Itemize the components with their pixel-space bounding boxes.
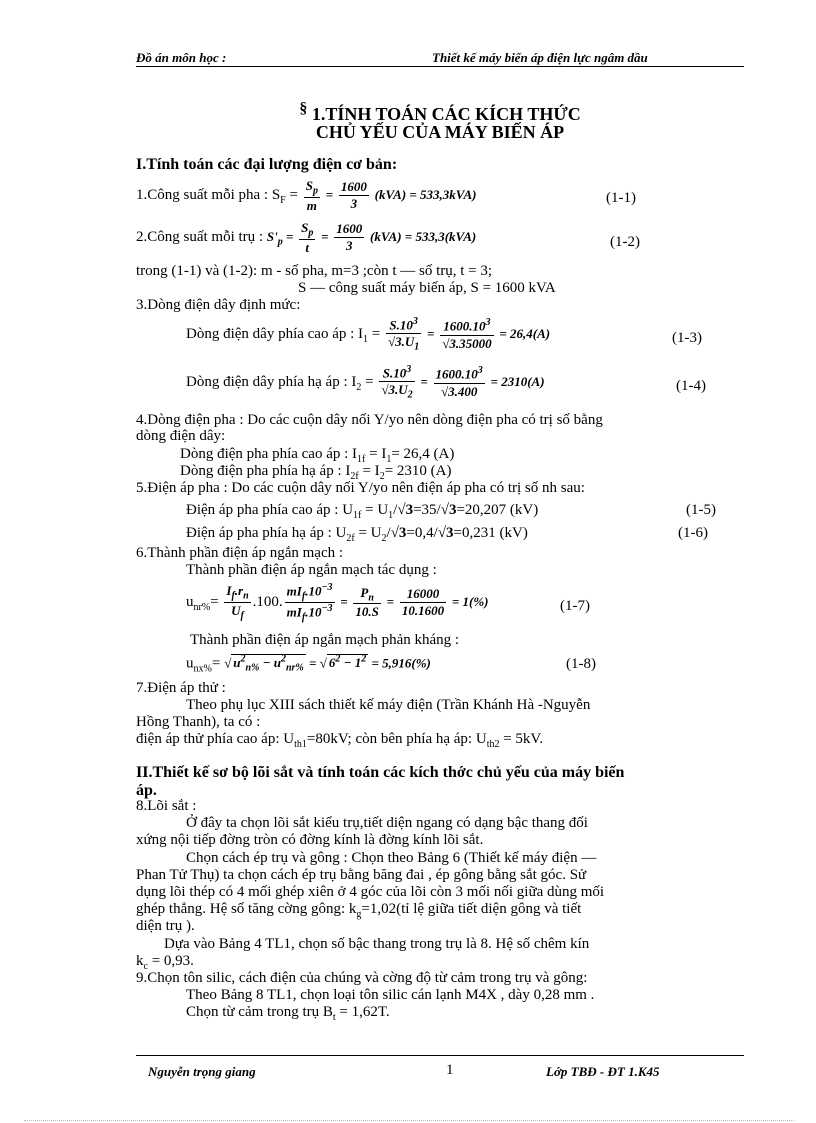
s: −3 (321, 602, 333, 614)
item-4-lv-value: = 2310 (A) (384, 463, 452, 479)
t: =80kV; còn bên phía hạ áp: U (306, 731, 487, 747)
s: nr% (285, 662, 304, 674)
eq-1-6-label: Điện áp pha phía hạ áp : U (186, 525, 347, 541)
eq-1-4-label: Dòng điện dây phía hạ áp : I (186, 373, 357, 390)
n: 16000 (400, 586, 446, 603)
p2-line-2: Phan Tử Thụ) ta chọn cách ép trụ bằng băng đai , ép gông bằng sắt góc. Sử (136, 867, 587, 883)
item-4-hv-label: Dòng điện pha phía cao áp : I (180, 446, 358, 462)
frac-num-sup: 3 (406, 364, 412, 375)
eq-1-4-result: = 2310(A) (490, 373, 545, 389)
mid: = I (365, 446, 387, 462)
frac-num: 1600.10 (435, 366, 478, 382)
eq-ref-1-8: (1-8) (566, 656, 596, 672)
footer-rule (136, 1055, 744, 1056)
frac-s103-u2 (379, 364, 414, 401)
eq-1-2-label: 2.Công suất mỗi trụ : (136, 229, 267, 246)
frac-den-sub: 1 (414, 341, 420, 353)
t: = 1,62T. (335, 1004, 390, 1020)
frac-den: 3 (350, 196, 358, 212)
eq-1-1-eq: = (285, 187, 302, 204)
p2-line-4 (136, 901, 581, 920)
text: =35/ (413, 502, 441, 518)
title-text-1: 1.TÍNH TOÁN CÁC KÍCH THỨC (311, 104, 581, 124)
eq-1-6 (186, 525, 528, 544)
eq-ref-1-4: (1-4) (676, 378, 706, 394)
section-mark: § (299, 100, 308, 117)
item-6-sub1: Thành phần điện áp ngắn mạch tác dụng : (186, 562, 437, 578)
eq-1-3-result: = 26,4(A) (499, 325, 551, 341)
n: P (360, 584, 369, 600)
frac-num: S (301, 220, 309, 235)
s: −3 (321, 582, 333, 593)
s: f (231, 590, 235, 602)
eq-ref-1-6: (1-6) (678, 525, 708, 541)
eq-ref-1-2: (1-2) (610, 234, 640, 250)
s: g (356, 909, 362, 920)
s: f (240, 610, 244, 622)
frac-sp-t (299, 220, 315, 256)
sub: 2 (379, 471, 385, 482)
s: t (332, 1012, 336, 1023)
eq-1-2-lhs: S' (266, 229, 278, 245)
frac-den: √3.35000 (442, 335, 492, 351)
footer-author: Nguyễn trọng giang (148, 1064, 256, 1079)
p5 (186, 1004, 390, 1023)
item-5-heading: 5.Điện áp pha : Do các cuộn dây nối Y/yo nên điện áp pha có trị số nh sau: (136, 480, 585, 496)
frac-num: S.10 (389, 317, 413, 333)
t: điện áp thử phía cao áp: U (136, 731, 295, 747)
frac-den: √3.U (381, 382, 408, 398)
eq-1-5 (186, 502, 538, 521)
eq-1-3-label: Dòng điện dây phía cao áp : I (186, 325, 364, 342)
t: ghép thẳng. Hệ số tăng cờng gông: k (136, 901, 357, 917)
frac-den: t (305, 239, 310, 255)
eq-1-4: Dòng điện dây phía hạ áp : $I_2$ = $\frac{S.10^3}{√3.U_2}$ = $\frac{1600.10^3}{√3.400}$ = 2310(A) (186, 364, 545, 401)
frac-s103-u1 (386, 316, 421, 353)
text: =0,4/ (406, 525, 438, 541)
eq-ref-1-5: (1-5) (686, 502, 716, 518)
sub: 1 (386, 454, 392, 465)
frac-1600-400 (434, 365, 485, 399)
frac-num: S.10 (382, 365, 407, 381)
eq-1-8-result: = 5,916(%) (371, 655, 431, 671)
eq-ref-1-1: (1-1) (606, 190, 636, 206)
eq-1-8-lhs: u (186, 655, 194, 672)
footer-class: Lớp TBĐ - ĐT 1.K45 (546, 1064, 660, 1079)
frac-1600-3 (339, 179, 369, 212)
eq-1-1-result: (kVA) = 533,3kVA) (374, 187, 477, 203)
section-1-heading: I.Tính toán các đại lượng điện cơ bản: (136, 156, 398, 173)
frac-ifrn-uf (224, 583, 250, 621)
t: u (233, 655, 241, 671)
frac-pn-10s (353, 585, 380, 621)
note-line-1: trong (1-1) và (1-2): m - số pha, m=3 ;còn t — số trụ, t = 3; (136, 263, 493, 279)
eq-1-5-value: =20,207 (kV) (456, 502, 539, 518)
t: = 5kV. (499, 731, 544, 747)
item-4-line-1: 4.Dòng điện pha : Do các cuộn dây nối Y/yo nên dòng điện pha có trị số bằng (136, 412, 603, 428)
sqrt3: √3 (440, 502, 457, 518)
header-left: Đồ án môn học : (136, 50, 227, 65)
eq-1-8-lhs-sub: nx% (193, 663, 212, 675)
eq-1-3-sub: 1 (363, 333, 369, 345)
item-6-sub2: Thành phần điện áp ngắn mạch phản kháng : (190, 632, 460, 648)
item-4-line-2: dòng điện dây: (136, 428, 226, 444)
p2-line-3: dụng lõi thép có 4 mối ghép xiên ở 4 góc của lõi còn 3 mối nối giữa dùng mối (136, 884, 605, 900)
d: U (231, 602, 241, 618)
frac-num: S (305, 178, 313, 193)
n: I (226, 583, 232, 599)
frac-den-sub: 2 (407, 389, 413, 401)
p4: Theo Bảng 8 TL1, chọn loại tôn silic cán lạnh M4X , dày 0,28 mm . (186, 987, 595, 1003)
s: n (368, 592, 374, 604)
s: th1 (294, 739, 307, 750)
eq-ref-1-7: (1-7) (560, 598, 590, 614)
eq-1-7-result: = 1(%) (451, 593, 489, 609)
t: k (136, 953, 144, 969)
eqsign: = (210, 593, 219, 610)
s: n% (245, 662, 260, 674)
sub: 1f (357, 454, 366, 465)
frac-num: 1600 (340, 179, 367, 195)
t: 6 (328, 655, 336, 671)
sqrt3: √3 (437, 525, 454, 541)
d: 10.S (355, 604, 379, 620)
t: 1 (354, 655, 362, 671)
p1-line-2: xứng nội tiếp đờng tròn có đờng kính là đờng kính lõi sắt. (136, 832, 484, 848)
p2-line-5: diện trụ ). (136, 918, 195, 934)
mid: = U (361, 502, 389, 518)
item-7-line-1: Theo phụ lục XIII sách thiết kế máy điện (Trần Khánh Hà -Nguyễn (186, 697, 591, 713)
frac-1600-3 (334, 221, 364, 254)
s: n (243, 590, 249, 602)
t: =1,02(tỉ lệ giữa tiết diện gông và tiết (361, 901, 582, 917)
sub: 2f (350, 471, 359, 482)
p2-line-1: Chọn cách ép trụ và gông : Chọn theo Bảng 6 (Thiết kế máy điện — (186, 850, 597, 866)
frac-den: 3 (346, 238, 353, 254)
eqsign: = (211, 655, 225, 672)
eq-1-1: 1.Công suất mỗi pha : $S_F$ = $\frac{S_p}{m}$ = $\frac{1600}{3}$ (kVA) = 533,3kVA) (136, 178, 477, 213)
header-rule (136, 66, 744, 67)
item-7-line-3 (136, 731, 543, 750)
t: Chọn từ cảm trong trụ B (186, 1004, 333, 1020)
s: th2 (486, 739, 500, 750)
mid: = U (354, 525, 382, 541)
section-2-heading-2: áp. (136, 782, 157, 799)
eq-1-1-label: 1.Công suất mỗi pha : S (136, 187, 281, 204)
item-4-hv-value: = 26,4 (A) (391, 446, 455, 462)
d: mI (286, 604, 302, 620)
sub: 1f (353, 510, 362, 521)
note-line-2: S — công suất máy biến áp, S = 1600 kVA (298, 280, 556, 296)
p1-line-1: Ở đây ta chọn lõi sắt kiểu trụ,tiết diện ngang có dạng bậc thang đối (186, 815, 588, 831)
eq-1-8 (186, 654, 431, 674)
frac-mif (285, 582, 335, 623)
sub: 2 (381, 533, 387, 544)
frac-num-sub: p (308, 227, 314, 239)
item-6-heading: 6.Thành phần điện áp ngắn mạch : (136, 545, 344, 561)
sqrt-expr-1: √ $u^2_{n\%} - u^2_{nr\%}$ = √ $6^2 - 1^2 = 5,916(\%)$ (224, 654, 431, 674)
frac-den: m (306, 197, 317, 213)
header-right: Thiết kế máy biến áp điện lực ngâm dầu (432, 50, 648, 65)
eq-ref-1-3: (1-3) (672, 330, 702, 346)
frac-num-sup: 3 (485, 317, 491, 329)
eq-1-2-result: (kVA) = 533,3(kVA) (370, 229, 477, 245)
frac-den: √3.400 (440, 383, 478, 399)
eq-1-7-lhs: u (186, 593, 194, 610)
item-4-lv-label: Dòng điện pha phía hạ áp : I (180, 463, 351, 479)
eq-1-7-lhs-sub: nr% (193, 601, 211, 613)
frac-num: 1600 (336, 221, 363, 237)
n: .r (234, 583, 244, 599)
item-8-heading: 8.Lõi sắt : (136, 798, 197, 814)
item-9-heading: 9.Chọn tôn silic, cách điện của chúng và cờng độ từ cảm trong trụ và gông: (136, 970, 588, 986)
eq-1-7: $u_{nr\%}=$ $\frac{I_f.r_n}{U_f}$ .100. $\frac{mI_f.10^{-3}}{mI_f.10^{-3}}$ = $\frac{P_n}{10.S}$ = $\frac{16000}{10.1600}$ = 1(%) (186, 582, 489, 623)
s: f (301, 590, 306, 602)
eq-1-3: Dòng điện dây phía cao áp : $I_1$ = $\frac{S.10^3}{√3.U_1}$ = $\frac{1600.10^3}{√3.35000}$ = 26,4(A) (186, 316, 551, 353)
n: mI (286, 583, 302, 599)
eq-1-2-lhs-sub: p (277, 236, 283, 248)
item-7-line-2: Hồng Thanh), ta có : (136, 714, 261, 730)
eq-1-6-value: =0,231 (kV) (453, 525, 528, 541)
frac-sp-m (304, 178, 320, 214)
sub: 1 (388, 510, 394, 521)
eq-1-5-label: Điện áp pha phía cao áp : U (186, 502, 354, 518)
frac-num-sup: 3 (477, 365, 483, 377)
sqrt3: √3 (390, 525, 407, 541)
d: .10 (305, 604, 322, 620)
mid: .100. (252, 593, 283, 610)
eq-1-4-sub: 2 (356, 381, 362, 393)
sqrt3: √3 (397, 502, 414, 518)
section-2-heading-1: II.Thiết kế sơ bộ lõi sắt và tính toán các kích thớc chủ yếu của máy biến (136, 764, 625, 781)
slash: / (393, 502, 398, 518)
s: f (301, 611, 306, 623)
frac-den: √3.U (388, 334, 415, 350)
page-title-line2: CHỦ YẾU CỦA MÁY BIẾN ÁP (315, 122, 565, 142)
frac-num-sup: 3 (412, 316, 418, 327)
slash: / (386, 525, 391, 541)
frac-num: 1600.10 (443, 318, 486, 334)
s: c (143, 961, 148, 972)
page-number: 1 (446, 1062, 454, 1078)
item-7-heading: 7.Điện áp thử : (136, 680, 226, 696)
sub: 2f (346, 533, 355, 544)
item-3-heading: 3.Dòng điện dây định mức: (136, 297, 301, 313)
t: = 0,93. (147, 953, 194, 969)
d: 10.1600 (401, 602, 445, 618)
eq-1-2: 2.Công suất mỗi trụ : $S'_p$ = $\frac{S_p}{t}$ = $\frac{1600}{3}$ (kVA) = 533,3(kVA) (136, 220, 477, 255)
n: .10 (305, 583, 322, 599)
frac-16000 (400, 586, 446, 619)
frac-1600-35000 (440, 317, 493, 351)
mid: = I (358, 463, 380, 479)
eq-1-1-sub: F (280, 195, 286, 207)
frac-num-sub: p (312, 185, 318, 197)
p3-line-1: Dựa vào Bảng 4 TL1, chọn số bậc thang trong trụ là 8. Hệ số chêm kín (164, 936, 590, 952)
t: u (273, 655, 281, 671)
page-edge (24, 1120, 794, 1121)
